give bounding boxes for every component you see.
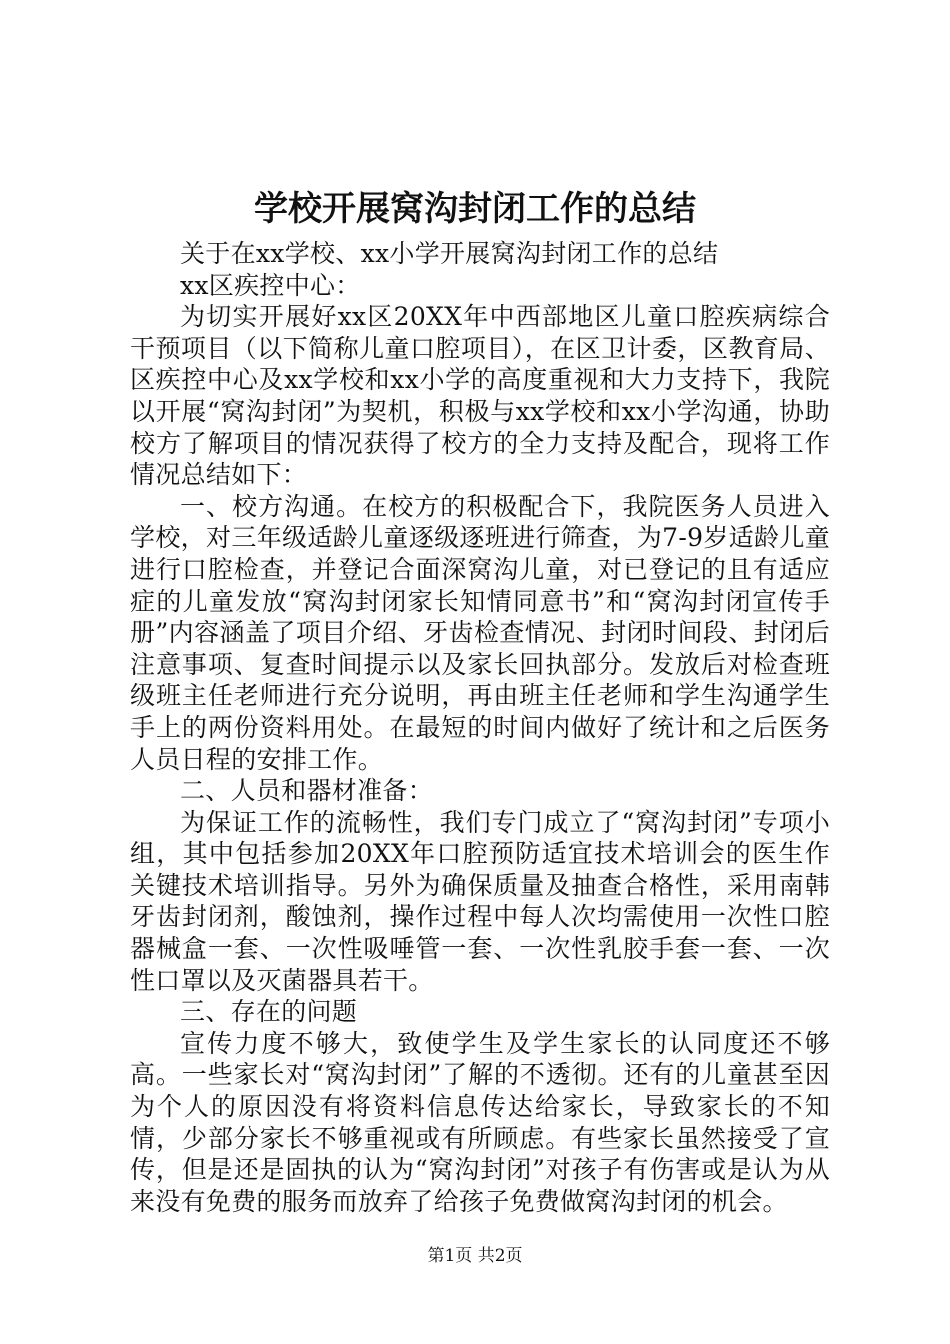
heading-line: 关于在xx学校、xx小学开展窝沟封闭工作的总结	[180, 239, 719, 268]
section-heading-staff-equipment: 二、人员和器材准备：	[180, 776, 434, 806]
addressee-line: xx区疾控中心：	[180, 270, 361, 300]
document-body	[130, 238, 830, 1217]
staff-equipment-paragraph: 为保证工作的流畅性，我们专门成立了“窝沟封闭”专项小组，其中包括参加20XX年口腔预防适宜技术培训会的医生作关键技术培训指导。另外为确保质量及抽查合格性，采用南韩牙齿封闭剂，酸蚀剂，操作过程中每人次均需使用一次性口腔器械盒一套、一次性吸唾管一套、一次性乳胶手套一套、一次性口罩以及灭菌器具若干。	[130, 807, 830, 995]
document-title: 学校开展窝沟封闭工作的总结	[254, 189, 696, 229]
section-heading-problems: 三、存在的问题	[180, 997, 358, 1027]
intro-paragraph: 为切实开展好xx区20XX年中西部地区儿童口腔疾病综合干预项目（以下简称儿童口腔项目），在区卫计委，区教育局、区疾控中心及xx学校和xx小学的高度重视和大力支持下，我院以开展“窝沟封闭”为契机，积极与xx学校和xx小学沟通，协助校方了解项目的情况获得了校方的全力支持及配合，现将工作情况总结如下：	[130, 302, 830, 490]
page-footer: 第1页 共2页	[427, 1246, 523, 1266]
problems-paragraph: 宣传力度不够大，致使学生及学生家长的认同度还不够高。一些家长对“窝沟封闭”了解的不透彻。还有的儿童甚至因为个人的原因没有将资料信息传达给家长，导致家长的不知情，少部分家长不够重视或有所顾虑。有些家长虽然接受了宣传，但是还是固执的认为“窝沟封闭”对孩子有伤害或是认为从来没有免费的服务而放弃了给孩子免费做窝沟封闭的机会。	[130, 1028, 830, 1216]
section-school-communication: 一、校方沟通。在校方的积极配合下，我院医务人员进入学校，对三年级适龄儿童逐级逐班进行筛查，为7-9岁适龄儿童进行口腔检查，并登记合面深窝沟儿童，对已登记的且有适应症的儿童发放“窝沟封闭家长知情同意书”和“窝沟封闭宣传手册”内容涵盖了项目介绍、牙齿检查情况、封闭时间段、封闭后注意事项、复查时间提示以及家长回执部分。发放后对检查班级班主任老师进行充分说明，再由班主任老师和学生沟通学生手上的两份资料用处。在最短的时间内做好了统计和之后医务人员日程的安排工作。	[130, 491, 830, 774]
